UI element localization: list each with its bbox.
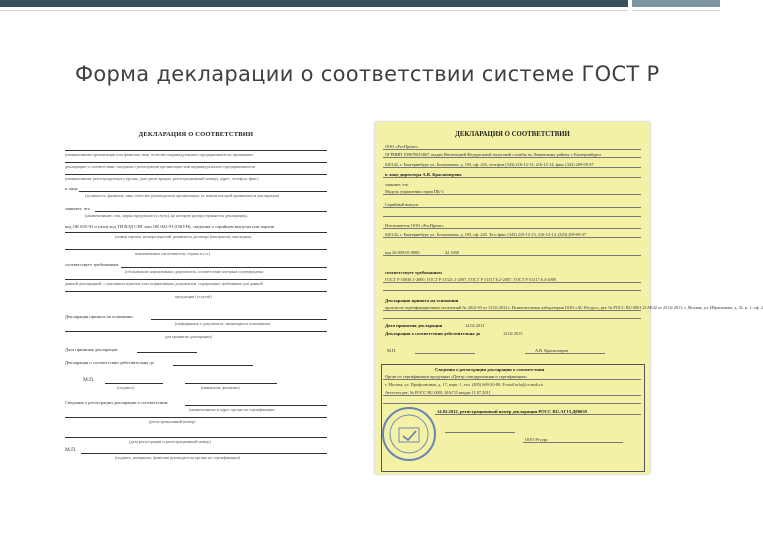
top-bar-light-segment — [632, 0, 720, 7]
signature-line — [415, 353, 475, 354]
registration-address: г. Москва, ул. Профсоюзная, д. 17, корп. 1, тел. (495) 669-20-00, E-mail info@cs-msk.ru — [385, 382, 543, 387]
form-label: Декларация принята на основании — [65, 314, 133, 319]
form-line — [383, 216, 641, 217]
form-label: Дата принятия декларации — [65, 347, 118, 352]
standards-list: ГОСТ Р 50030.1-2000, ГОСТ Р 51321.1-2007, ГОСТ Р 51317.6.2-2007, ГОСТ Р 51317.6.4-2009 — [385, 277, 557, 282]
registration-number: Аттестат рег. № РОСС RU.0001.10АГ15 выдан 11.07.2011 — [385, 390, 491, 395]
blank-form-title: ДЕКЛАРАЦИЯ О СООТВЕТСТВИИ — [138, 131, 254, 138]
form-line — [383, 194, 641, 195]
form-caption: декларацию о соответствии, сведения о регистрации организации или индивидуального предпринимателя — [65, 164, 255, 169]
valid-label: Декларация о соответствии действительна до — [385, 331, 481, 336]
form-line — [383, 157, 641, 158]
form-caption: (информация о документах, являющихся основанием — [175, 321, 271, 326]
form-line — [383, 228, 641, 229]
form-line — [383, 310, 641, 311]
form-line — [383, 255, 641, 256]
company-address: 620142, г. Екатеринбург, ул. Большакова, д. 105, оф. 245, телефон (343) 216-12-13, 216-12-14, факс (343) 209-09-37 — [385, 162, 594, 167]
form-caption: (дата регистрации и регистрационный номер) — [129, 439, 211, 444]
form-caption: (наименование, тип, марка продукции (услуги), на которую распространяется декларация), — [85, 213, 248, 218]
top-bar-dark-segment — [0, 0, 628, 7]
top-bar-rule — [0, 10, 628, 11]
form-line — [65, 174, 327, 175]
form-line — [383, 379, 641, 380]
form-line — [65, 291, 327, 292]
basis-label: Декларация принята на основании — [385, 298, 459, 303]
form-caption: (инициалы, фамилия) — [201, 385, 240, 390]
product-code-value: 42 1800 — [445, 250, 459, 255]
form-line — [383, 403, 641, 404]
blank-declaration-form — [65, 128, 327, 476]
form-label: код ОК 005-93 и (или) код ТН ВЭД СНГ или ОК 002-93 (ОКУН), сведения о серийном выпуске или партии — [65, 224, 275, 229]
form-line — [383, 237, 641, 238]
top-bar-rule-right — [632, 10, 720, 11]
form-caption: (наименование организации или фамилия, имя, отчество индивидуального предпринимателя, принявших — [65, 152, 254, 157]
registration-body: Орган по сертификации продукции «Центр стандартизации и сертификации» — [385, 374, 527, 379]
form-line — [435, 414, 641, 415]
form-caption: данной декларацией, с указанием пунктов этих нормативных документов, содержащих требования для данной — [65, 281, 263, 286]
form-label: в лице — [65, 186, 78, 191]
declares-label: заявляет, что — [385, 182, 409, 187]
form-line — [383, 207, 641, 208]
form-line — [65, 331, 327, 332]
form-line — [105, 383, 163, 384]
form-caption: (подпись, инициалы, фамилия руководителя органа по сертификации) — [115, 455, 241, 460]
form-caption: (регистрационный номер) — [149, 419, 196, 424]
basis-text: протокола сертификационных испытаний № 2012-03 от 13.03.2012 г. Испытательная лаборатория ООО «АС Ресурс», рег. № РОСС RU.0001.21АЕ42 от 25.02.2011, г. Москва, ул. Ибрагимова, д. 31, к. 1, оф. 2 — [385, 305, 763, 310]
company-registration: ОГРНИП 109670013867, выдан Инспекцией Федеральной налоговой службы по Ленинскому району г. Екатеринбурга — [385, 152, 601, 157]
form-label: Декларация о соответствии действительна до — [65, 360, 155, 365]
form-caption: наименование изготовителя, страна и т.п.) — [135, 251, 211, 256]
form-caption: (должность, фамилия, имя, отчество руководителя организации, от имени которой принимается декларация) — [85, 193, 280, 198]
signature-line — [445, 432, 515, 433]
signer-name: А.В. Красноперов — [535, 348, 569, 353]
form-line — [81, 453, 327, 454]
form-label: Сведения о регистрации декларации о соответствии: — [65, 400, 169, 405]
form-line — [151, 319, 327, 320]
form-caption: (подпись) — [117, 385, 135, 390]
form-stamp-mark: М.П. — [65, 447, 77, 453]
complies-label: соответствует требованиям — [385, 270, 442, 275]
manufacturer: Изготовитель ООО «РосПромт» — [385, 223, 444, 228]
form-line — [79, 191, 327, 192]
form-caption: (обозначение нормативных документов, соответствие которым подтверждено — [125, 269, 264, 274]
certification-body-rep: ООО Ресурс — [525, 437, 548, 442]
form-line — [383, 177, 641, 178]
form-caption: продукции (услуги)) — [175, 294, 212, 299]
form-label: соответствует требованиям — [65, 262, 119, 267]
form-line — [383, 290, 641, 291]
form-line — [383, 167, 641, 168]
manufacturer-address: 620142, г. Екатеринбург, ул. Большакова, д. 105, оф. 245. Тел./факс (343) 216-12-13, 216-12-14, (343) 209-09-37 — [385, 232, 587, 237]
form-label: заявляет, что — [65, 206, 91, 211]
form-line — [137, 352, 197, 353]
form-line — [383, 318, 641, 319]
form-line — [65, 150, 327, 151]
form-caption: для принятия декларации) — [165, 334, 213, 339]
filled-form-title: ДЕКЛАРАЦИЯ О СООТВЕТСТВИИ — [455, 131, 570, 138]
form-line — [185, 383, 277, 384]
company-name: ООО «РосПромт» — [385, 144, 419, 149]
form-line — [65, 249, 327, 250]
form-line — [65, 162, 327, 163]
form-line — [383, 282, 641, 283]
date-label: Дата принятия декларации — [385, 323, 443, 328]
form-line — [95, 211, 327, 212]
form-caption: (номер партии, номера изделий, реквизиты договора (контракта), накладная, — [115, 234, 252, 239]
slide-title: Форма декларации о соответствии системе ГОСТ Р — [75, 62, 660, 86]
stamp-mark: М.П. — [387, 348, 397, 353]
form-line — [65, 232, 327, 233]
form-line — [383, 149, 641, 150]
date-value: 14.02.2012 — [465, 323, 485, 328]
product-name: Модуль управления серии ПК-3 — [385, 189, 444, 194]
form-line — [523, 442, 623, 443]
form-line — [121, 267, 327, 268]
form-line — [65, 417, 327, 418]
serial-release: Серийный выпуск — [385, 202, 419, 207]
director-line: в лице директора А.В. Красноперова — [385, 172, 462, 177]
form-stamp-mark: М.П. — [83, 377, 95, 383]
registration-title: Сведения о регистрации декларации о соответствии — [435, 367, 545, 372]
form-line — [383, 395, 641, 396]
form-caption: (наименование регистрирующего органа, дата регистрации, регистрационный номер), адрес, телефон, факс) — [65, 176, 259, 181]
form-line — [65, 437, 327, 438]
round-stamp — [381, 406, 437, 462]
product-code: код 26 000-03 0000 — [385, 250, 420, 255]
form-caption: (наименование и адрес органа по сертификации — [189, 407, 275, 412]
filled-declaration-document — [375, 122, 763, 474]
registration-date-line: 14.02.2012, регистрационный номер декларации РОСС RU.АГ15.Д00659 — [437, 409, 587, 414]
signature-line — [525, 353, 605, 354]
form-line — [185, 405, 327, 406]
top-decoration-bar — [0, 0, 720, 12]
valid-value: 13.02.2015 — [503, 331, 523, 336]
form-line — [65, 279, 327, 280]
form-line — [173, 365, 253, 366]
